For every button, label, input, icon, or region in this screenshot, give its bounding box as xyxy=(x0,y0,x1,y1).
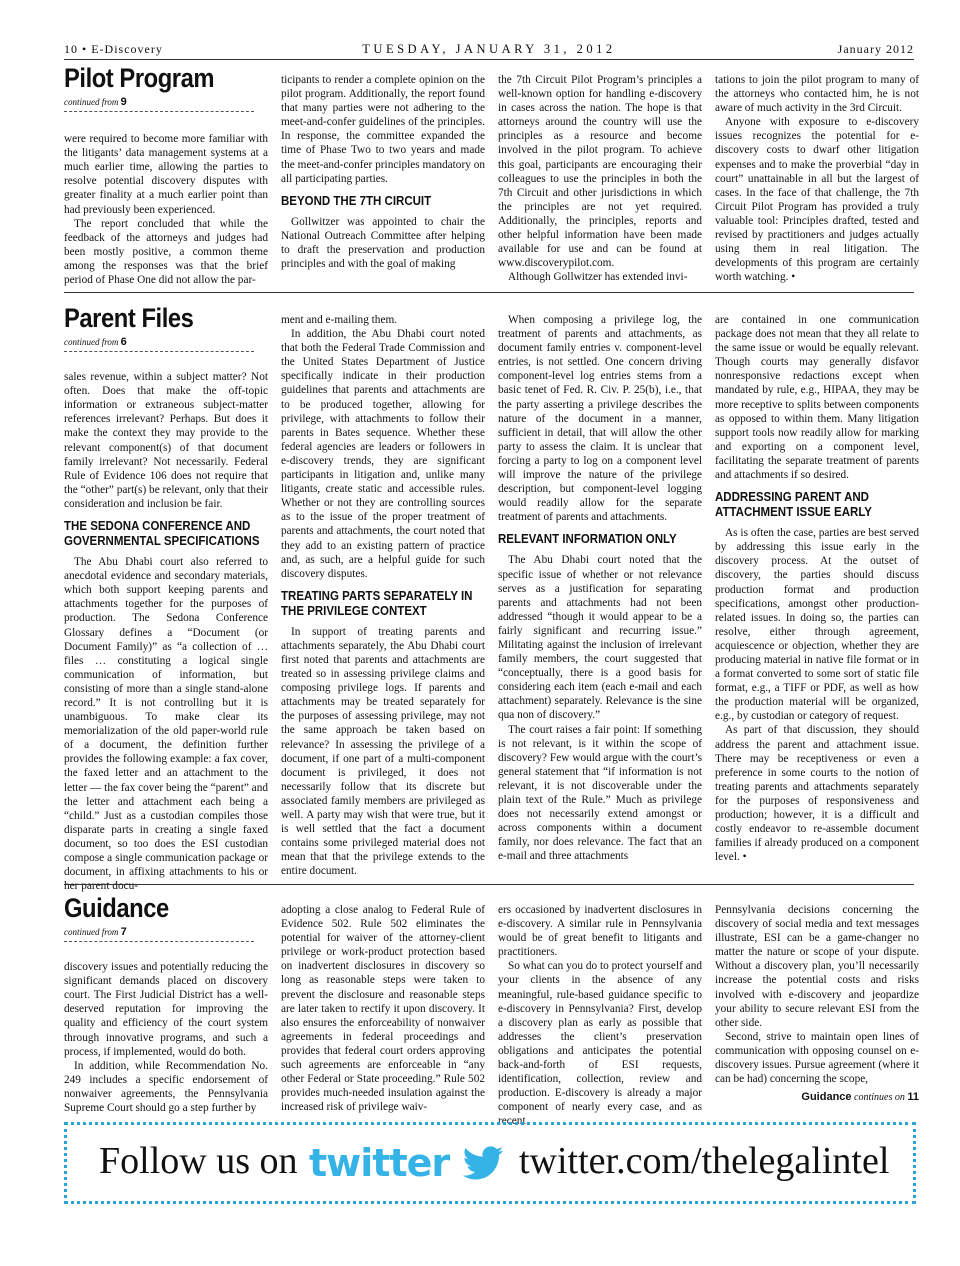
section-heading: GOVERNMENTAL SPECIFICATIONS xyxy=(64,534,260,549)
paragraph: As part of that discussion, they should address the parent and attachment issue. There may be receptiveness or even a preference in some courts to the notion of treating parents and attachments separately for the purposes of responsiveness and production; however, it is a difficult and costly endeavor to re-assemble document families if already produced on a component level. • xyxy=(715,724,919,864)
guidance-col-2 xyxy=(281,903,485,1114)
guidance-section xyxy=(64,893,919,1128)
paragraph: the 7th Circuit Pilot Program’s principles a well-known option for handling e-discovery in cases across the nation. The hope is that attorneys around the country will use the principles as a resource and become involved in the pilot program. To achieve this goal, participants are encouraging their colleagues to use the principles in both the 7th Circuit and other jurisdictions in which the principles are not yet required. Additionally, the principles, reports and other helpful information have been made available for use and can be found at www.discoverypilot.com. xyxy=(498,74,702,270)
page-issue: January 2012 xyxy=(837,42,914,56)
paragraph: adopting a close analog to Federal Rule of Evidence 502. Rule 502 eliminates the potential for waiver of the attorney-client privilege or work-product protection based on inadvertent disclosures in discovery so long as reasonable steps were taken to prevent the disclosure and reasonable steps are later taken to rectify it upon discovery. It also ensures the enforceability of nonwaiver agreements in federal proceedings and provides that federal court orders approving such agreements are enforceable in “any other Federal or State proceeding.” Rule 502 provides much-needed insulation against the increased risk of privilege waiv- xyxy=(281,904,485,1114)
header-rule xyxy=(64,59,914,60)
section-heading: ADDRESSING PARENT AND xyxy=(715,490,869,505)
section-heading: TREATING PARTS SEPARATELY IN xyxy=(281,588,473,603)
guidance-col-4 xyxy=(715,903,919,1105)
paragraph: In support of treating parents and attachments separately, the Abu Dhabi court first noted that parents and attachments are treated so in assessing privilege claims and composing privilege logs. If parents and attachments may be treated separately for the purposes of assessing privilege, may not the same approach be taken based on relevance? In assessing the privilege of a document, if one part of a multi-component document is privileged, it does not necessarily follow that its discrete but associated family members are privileged as well. A party may wish that were true, but it is well settled that the fact a document contains some privileged material does not mean that that the privilege extends to the entire document. xyxy=(281,625,485,878)
section-rule xyxy=(64,884,914,885)
page-header xyxy=(64,40,914,58)
guidance-col-1 xyxy=(64,893,268,1115)
parent-col-2 xyxy=(281,313,485,878)
paragraph: The court raises a fair point: If something is not relevant, is it within the scope of discovery? Few would argue with the court’s general statement that “if information is not relevant, it is not discoverable under the plain text of the Rule.” Much as privilege does not necessarily extend amongst or across components within a document family, nor does relevance. The fact that an e-mail and three attachments xyxy=(498,723,702,863)
paragraph: Second, strive to maintain open lines of communication with opposing counsel on e-discovery issues. Pursue agreement (where it can be had) concerning the scope, xyxy=(715,1030,919,1086)
pilot-col-1 xyxy=(64,63,268,287)
paragraph: The Abu Dhabi court also referred to anecdotal evidence and secondary materials, which both support keeping parents and attachments together for the purposes of production. The Sedona Conference Glossary defines a “Document (or Document Family)” as “a collection of … files … constituting a logical single communication of information, but consisting of more than a single stand-alone record.” It is not controlling but it is unambiguous. To make clear its memorialization of the old paper-world rule of a document, the definition further provides the following example: a fax cover, the faxed letter and an attachment to the letter — the fax cover being the “parent” and the letter and attachment each being a “child.” Just as a custodian compiles those disparate parts in creating a single faxed document, so too does the ESI custodian compose a single communication package or document, in affixing attachments to his or her parent docu- xyxy=(64,556,268,893)
paragraph: The report concluded that while the feedback of the attorneys and judges had been mostly positive, a common theme among the responses was that the brief period of Phase One did not allow the par- xyxy=(64,217,268,287)
paragraph: ers occasioned by inadvertent disclosures in e-discovery. A similar rule in Pennsylvania would be of great benefit to litigants and practitioners. xyxy=(498,904,702,959)
page-date: TUESDAY, JANUARY 31, 2012 xyxy=(362,42,616,56)
pilot-col-2 xyxy=(281,73,485,271)
paragraph: discovery issues and potentially reducing the significant demands placed on discovery court. The First Judicial District has a well-deserved reputation for improving the quality and efficiency of the court system through innovative programs, and such a process, if implemented, would do both. xyxy=(64,961,268,1058)
section-rule xyxy=(64,292,914,293)
parent-col-4 xyxy=(715,313,919,864)
pilot-continued-from: continued from 9 xyxy=(64,95,254,112)
section-heading: THE SEDONA CONFERENCE AND xyxy=(64,519,251,534)
twitter-url-link[interactable]: twitter.com/thelegalintel xyxy=(519,1140,890,1182)
paragraph: When composing a privilege log, the treatment of parents and attachments, as document family entries v. component-level entries, is not settled. One concern driving component-level log entries stems from a basic tenet of Fed. R. Civ. P. 25(b), i.e., that the party asserting a privilege describes the nature of the document in a manner, sufficient in detail, that will allow the other party to assess the claim. It is unclear that forcing a party to log on a component level will improve the nature of the privilege description, but component-level logging would readily allow for the separate treatment of parents and attachments. xyxy=(498,314,702,524)
paragraph: As is often the case, parties are best served by addressing this issue early in the discovery process. At the outset of discovery, the parties should discuss production format and production specifications, amongst other production-related issues. In doing so, the parties can resolve, either through agreement, acquiescence or objection, whether they are producing material in native file format or in a format converted to some sort of static file format, e.g., a TIFF or PDF, as well as how the production material will be organized, e.g., by custodian or category of request. xyxy=(715,527,919,723)
paragraph: The Abu Dhabi court noted that the specific issue of whether or not relevance serves as a justification for separating parents and attachments had not been addressed “though it would appear to be a fairly significant and recurring issue.” Militating against the inclusion of irrelevant family members, the court suggested that “conceptually, there is a good basis for considering each item (each e-mail and each attachment) separately. Relevance is the sine qua non of discovery.” xyxy=(498,554,702,722)
paragraph: tations to join the pilot program to many of the attorneys who contacted him, he is not aware of much activity in the 3rd Circuit. xyxy=(715,74,919,115)
parent-col-1 xyxy=(64,303,268,893)
pilot-col-4 xyxy=(715,73,919,284)
parent-continued-from: continued from 6 xyxy=(64,335,254,352)
parent-files-section xyxy=(64,303,919,893)
guidance-col-3 xyxy=(498,903,702,1129)
twitter-logo: twitter xyxy=(309,1141,450,1185)
guidance-continued-from: continued from 7 xyxy=(64,925,254,942)
paragraph: In addition, while Recommendation No. 249 includes a specific endorsement of nonwaiver agreements, the Pennsylvania Supreme Court should go a step further by xyxy=(64,1059,268,1115)
paragraph: Anyone with exposure to e-discovery issues recognizes the potential for e-discovery costs to dwarf other litigation expenses and to make the proverbial “day in court” unattainable in all but the largest of cases. In the face of that challenge, the 7th Circuit Pilot Program has provided a truly valuable tool: Principles drafted, tested and revised by practitioners and judges actually using them in real litigation. The developments of this program are certainly worth watching. • xyxy=(715,116,919,284)
guidance-title: Guidance xyxy=(64,893,169,923)
paragraph: Although Gollwitzer has extended invi- xyxy=(508,271,688,284)
paragraph: So what can you do to protect yourself and your clients in the absence of any meaningful, rule-based guidance specific to e-discovery in Pennsylvania? First, develop a discovery plan as early as possible that addresses the client’s preservation obligations and anticipates the potential back-and-forth of ESI requests, identification, collection, review and production. E-discovery is already a major component of nearly every case, and as recent xyxy=(498,960,702,1128)
paragraph: ticipants to render a complete opinion on the pilot program. Additionally, the report found that many parties were not adhering to the meet-and-confer guidelines of the principles. In response, the committee expanded the time of Phase Two to two years and made the meet-and-confer principles mandatory on all participating parties. xyxy=(281,74,485,185)
paragraph: ment and e-mailing them. xyxy=(281,314,398,326)
section-heading: ATTACHMENT ISSUE EARLY xyxy=(715,505,872,520)
pilot-col-3 xyxy=(498,73,702,284)
page-folio: 10 • E-Discovery xyxy=(64,42,163,56)
section-heading: BEYOND THE 7TH CIRCUIT xyxy=(281,193,432,208)
paragraph: Gollwitzer was appointed to chair the National Outreach Committee after helping to draft the preservation and production principles and with the goal of making xyxy=(281,215,485,271)
section-heading: THE PRIVILEGE CONTEXT xyxy=(281,603,427,618)
paragraph: Pennsylvania decisions concerning the discovery of social media and text messages illustrate, ESI can be a game-changer no matter the nature or scope of your dispute. Without a discovery plan, you’ll necessarily increase the potential costs and risks involved with e-discovery and jeopardize your ability to secure relevant ESI from the other side. xyxy=(715,904,919,1029)
paragraph: were required to become more familiar with the litigants’ data management systems at a much earlier time, allowing the parties to resolve potential discovery disputes with greater finality at a much earlier point than had previously been experienced. xyxy=(64,133,268,216)
twitter-banner[interactable] xyxy=(64,1122,916,1204)
pilot-title: Pilot Program xyxy=(64,63,215,93)
parent-col-3 xyxy=(498,313,702,863)
parent-title: Parent Files xyxy=(64,303,194,333)
guidance-continues-on: Guidance continues on 11 xyxy=(801,1091,919,1104)
section-heading: RELEVANT INFORMATION ONLY xyxy=(498,532,677,547)
paragraph: are contained in one communication package does not mean that they all relate to the same issue or would be equally relevant. Though courts may generally disfavor nonresponsive redactions except when mandated by rule, e.g., HIPAA, they may be more receptive to splits between components as opposed to within them. Many litigation support tools now readily allow for marking and exporting on a component level, facilitating the separate treatment of parents and attachments if so desired. xyxy=(715,314,919,482)
pilot-program-section xyxy=(64,63,919,288)
twitter-bird-icon xyxy=(461,1141,505,1185)
paragraph: sales revenue, within a subject matter? Not often. Does that make the off-topic information or extraneous subject-matter references irrelevant? Perhaps. But does it make the context they may provide to the relevant component(s) of that document family irrelevant? Not necessarily. Federal Rule of Evidence 106 does not require that the “other” part(s) be relevant, only that their consideration and inclusion be fair. xyxy=(64,371,268,510)
follow-text: Follow us on xyxy=(99,1140,298,1182)
paragraph: In addition, the Abu Dhabi court noted that both the Federal Trade Commission and the United States Department of Justice specifically indicate in their production guidelines that parents and attachments are to be produced together, allowing for privilege, with attachments to follow their parents in Bates sequence. Whether these federal agencies are leaders or followers in e-discovery trends, they are significant participants in litigation and, unlike many litigants, create static and accessible rules. Whether or not they are controlling sources as to the issue of the proper treatment of parents and attachments, the court noted that they add to an existing pattern of practice and, as such, are a helpful guide for such discovery disputes. xyxy=(281,328,485,580)
